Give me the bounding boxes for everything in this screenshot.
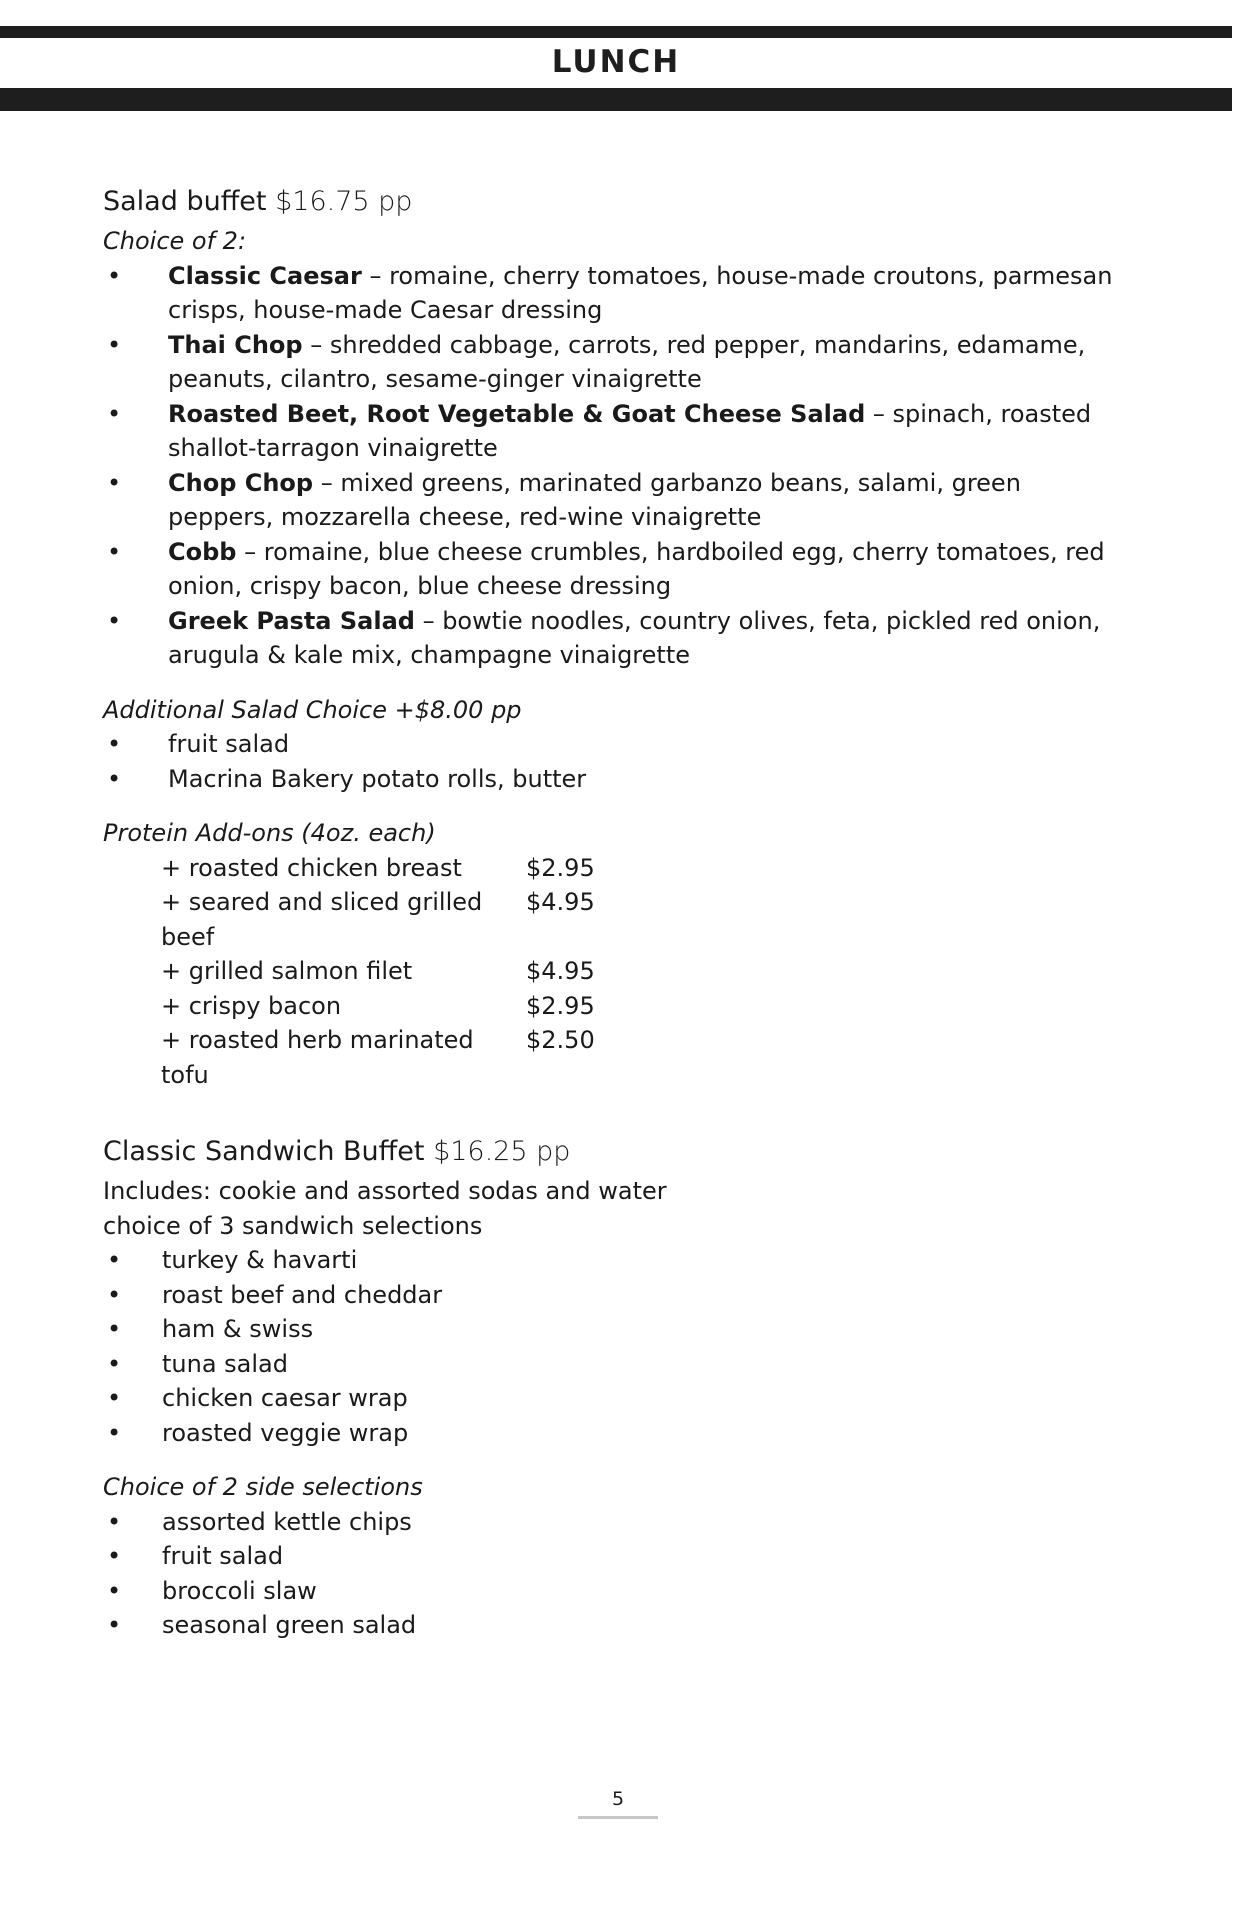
salad-item-cobb <box>103 535 1133 604</box>
sandwich-buffet-name: Classic Sandwich Buffet <box>103 1136 425 1167</box>
salad-item-desc: – romaine, blue cheese crumbles, hardboiled egg, cherry tomatoes, red onion, crispy bacon, blue cheese dressing <box>168 537 1105 600</box>
protein-item: + roasted chicken breast <box>161 853 462 882</box>
protein-addons-label: Protein Add-ons (4oz. each) <box>103 819 436 847</box>
sandwich-list <box>103 1243 1133 1450</box>
salad-item-name: Classic Caesar <box>168 261 362 290</box>
protein-price: $4.95 <box>526 888 595 916</box>
protein-item: + crispy bacon <box>161 991 342 1020</box>
salad-item-desc: – shredded cabbage, carrots, red pepper, mandarins, edamame, peanuts, cilantro, sesame-ginger vinaigrette <box>168 330 1086 393</box>
salad-buffet-heading <box>103 182 1133 222</box>
salad-item-name: Greek Pasta Salad <box>168 606 415 635</box>
protein-row <box>161 885 595 954</box>
protein-row <box>161 851 595 886</box>
sandwich-item: • tuna salad <box>103 1347 1133 1382</box>
salad-choice-label: Choice of 2: <box>103 227 247 255</box>
salad-buffet-name: Salad buffet <box>103 186 267 217</box>
side-list <box>103 1505 1133 1643</box>
side-selections-label: Choice of 2 side selections <box>103 1473 423 1501</box>
side-item: • broccoli slaw <box>103 1574 1133 1609</box>
protein-row <box>161 954 595 989</box>
protein-item: + grilled salmon filet <box>161 957 413 985</box>
salad-list <box>103 259 1133 673</box>
salad-item-name: Roasted Beet, Root Vegetable & Goat Cheese Salad <box>168 399 866 428</box>
sandwich-buffet-heading <box>103 1132 1133 1172</box>
menu-content <box>103 182 1133 1643</box>
sandwich-item: • turkey & havarti <box>103 1243 1133 1278</box>
salad-item-desc: – romaine, cherry tomatoes, house-made croutons, parmesan crisps, house-made Caesar dressing <box>168 261 1113 324</box>
additional-list <box>103 727 1133 796</box>
protein-price: $2.50 <box>526 1026 595 1054</box>
salad-item-chop-chop <box>103 466 1133 535</box>
sandwich-buffet-section <box>103 1132 1133 1643</box>
protein-price: $2.95 <box>526 991 595 1020</box>
side-item: • seasonal green salad <box>103 1608 1133 1643</box>
sandwich-choice-text: choice of 3 sandwich selections <box>103 1211 483 1240</box>
protein-price: $2.95 <box>526 853 595 882</box>
salad-item-desc: – mixed greens, marinated garbanzo beans, salami, green peppers, mozzarella cheese, red-wine vinaigrette <box>168 468 1021 531</box>
additional-item: • fruit salad <box>103 727 1133 762</box>
protein-item: + roasted herb marinated tofu <box>161 1026 474 1089</box>
sandwich-item: • ham & swiss <box>103 1312 1133 1347</box>
salad-item-desc: – spinach, roasted shallot-tarragon vinaigrette <box>168 399 1092 462</box>
salad-item-roasted-beet <box>103 397 1133 466</box>
protein-row <box>161 1023 595 1092</box>
sandwich-item: • roast beef and cheddar <box>103 1278 1133 1313</box>
page-title: LUNCH <box>551 44 681 80</box>
sandwich-includes: Includes: cookie and assorted sodas and water <box>103 1177 667 1205</box>
sandwich-buffet-price: $16.25 pp <box>433 1136 571 1167</box>
page-number: 5 <box>611 1788 625 1810</box>
page-number-rule <box>578 1816 658 1819</box>
salad-item-desc: – bowtie noodles, country olives, feta, pickled red onion, arugula & kale mix, champagne vinaigrette <box>168 606 1101 669</box>
salad-item-name: Chop Chop <box>168 468 314 497</box>
protein-price: $4.95 <box>526 957 595 985</box>
header-bar-bottom <box>0 88 1232 111</box>
additional-item: • Macrina Bakery potato rolls, butter <box>103 762 1133 797</box>
salad-item-classic-caesar <box>103 259 1133 328</box>
sandwich-item: • roasted veggie wrap <box>103 1416 1133 1451</box>
protein-addons-table <box>161 851 595 1093</box>
protein-item: + seared and sliced grilled beef <box>161 888 483 951</box>
salad-item-greek-pasta <box>103 604 1133 673</box>
header-bar-top <box>0 26 1232 38</box>
side-item: • assorted kettle chips <box>103 1505 1133 1540</box>
salad-item-name: Thai Chop <box>168 330 303 359</box>
additional-salad-label: Additional Salad Choice +$8.00 pp <box>103 695 522 724</box>
salad-item-name: Cobb <box>168 537 237 566</box>
protein-row <box>161 989 595 1024</box>
salad-buffet-price: $16.75 pp <box>275 186 413 217</box>
salad-item-thai-chop <box>103 328 1133 397</box>
salad-buffet-section <box>103 182 1133 1092</box>
side-item: • fruit salad <box>103 1539 1133 1574</box>
sandwich-item: • chicken caesar wrap <box>103 1381 1133 1416</box>
